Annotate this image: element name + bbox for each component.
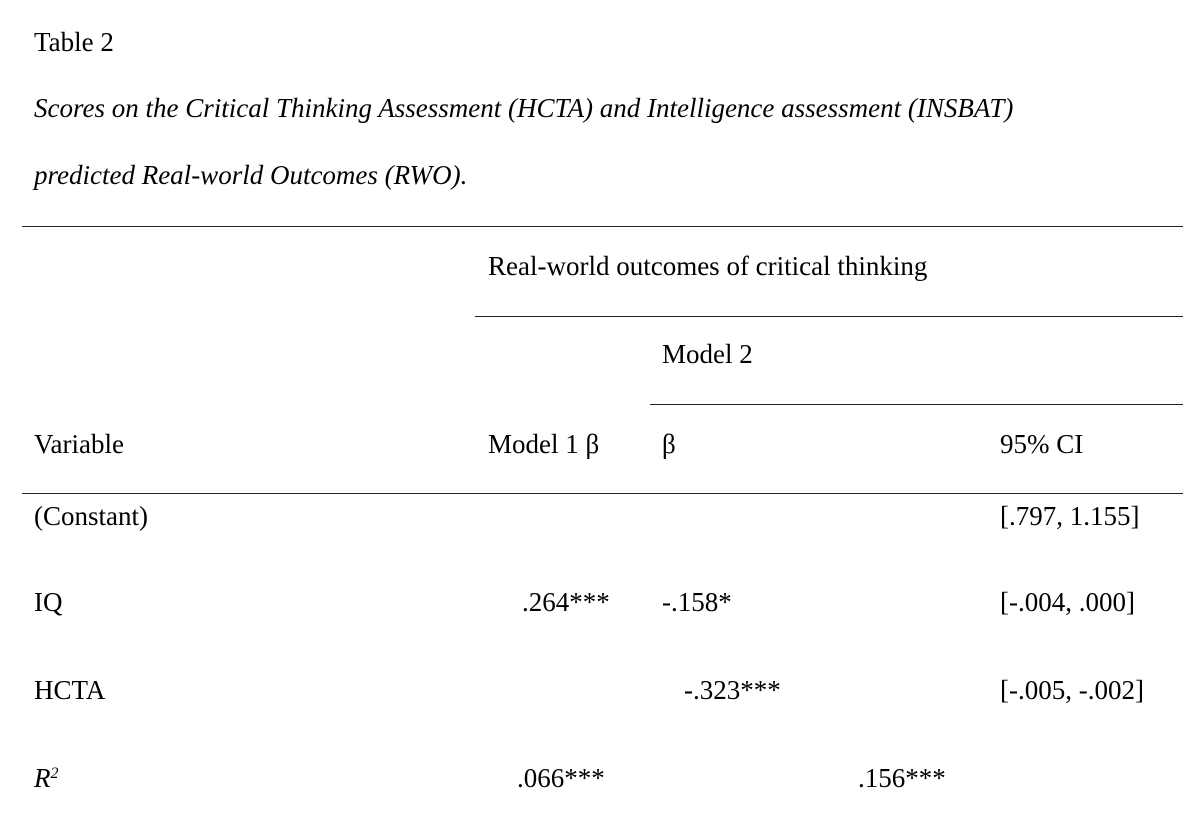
row-iq-model2-beta: -.158* [662, 587, 732, 617]
row-r2-model2-beta: .156*** [858, 763, 946, 793]
row-constant-variable: (Constant) [34, 501, 148, 531]
model2-rule [650, 404, 1183, 405]
table-title-line-2: predicted Real-world Outcomes (RWO). [34, 160, 468, 190]
model2-header: Model 2 [662, 339, 753, 369]
row-r2-model1-beta: .066*** [517, 763, 605, 793]
row-iq-ci: [-.004, .000] [1000, 587, 1135, 617]
row-hcta-ci: [-.005, -.002] [1000, 675, 1144, 705]
row-hcta-variable: HCTA [34, 675, 106, 705]
table-label: Table 2 [34, 27, 114, 57]
spanner-header: Real-world outcomes of critical thinking [488, 251, 928, 281]
column-header-model1-beta: Model 1 β [488, 429, 600, 459]
row-iq-variable: IQ [34, 587, 63, 617]
row-constant-ci: [.797, 1.155] [1000, 501, 1140, 531]
row-r2-variable: $R^2$ [34, 763, 59, 793]
column-header-model2-beta: β [662, 429, 676, 459]
row-hcta-model2-beta: -.323*** [684, 675, 781, 705]
column-header-ci: 95% CI [1000, 429, 1084, 459]
header-rule [22, 493, 1183, 494]
row-iq-model1-beta: .264*** [522, 587, 610, 617]
r2-superscript: 2 [50, 765, 59, 782]
top-rule [22, 226, 1183, 227]
table-title-line-1: Scores on the Critical Thinking Assessment (HCTA) and Intelligence assessment (INSBAT) [34, 93, 1014, 123]
column-header-variable: Variable [34, 429, 124, 459]
spanner-rule [475, 316, 1183, 317]
